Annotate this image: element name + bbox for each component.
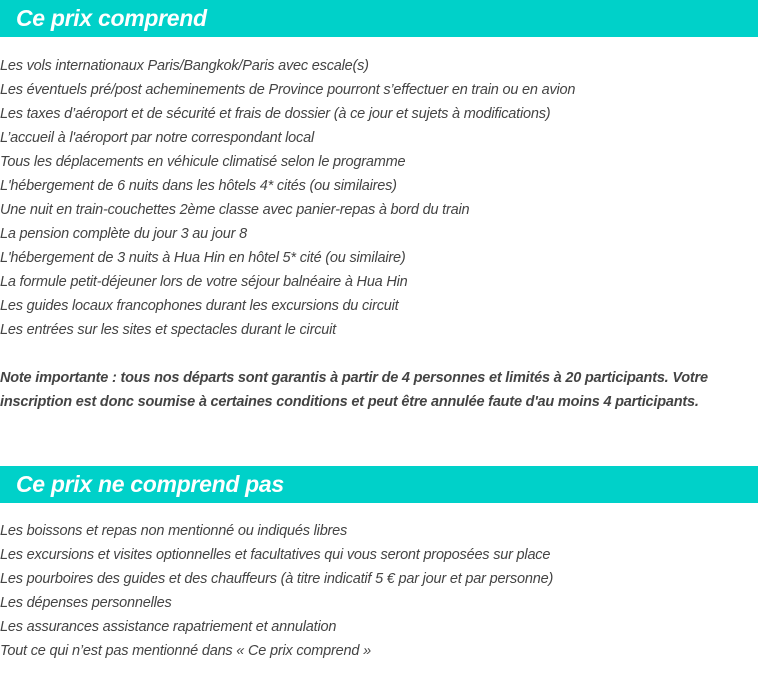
included-item: L'hébergement de 6 nuits dans les hôtels 4* cités (ou similaires) [0, 178, 397, 194]
excluded-section [0, 466, 758, 663]
included-item: L’accueil à l'aéroport par notre correspondant local [0, 130, 314, 146]
important-note: Note importante : tous nos départs sont garantis à partir de 4 personnes et limités à 20 participants. Votre inscription est donc soumise à certaines conditions et peut être annulée faute d'au moins 4 participants. [0, 370, 708, 410]
excluded-header-bar [0, 466, 758, 503]
included-title: Ce prix comprend [16, 5, 207, 31]
excluded-list [0, 519, 758, 663]
excluded-item: Les pourboires des guides et des chauffeurs (à titre indicatif 5 € par jour et par personne) [0, 571, 554, 587]
included-item: Les éventuels pré/post acheminements de Province pourront s’effectuer en train ou en avion [0, 82, 576, 98]
excluded-item: Les boissons et repas non mentionné ou indiqués libres [0, 523, 348, 539]
included-item: Les entrées sur les sites et spectacles durant le circuit [0, 322, 336, 338]
included-item: La formule petit-déjeuner lors de votre séjour balnéaire à Hua Hin [0, 274, 408, 290]
included-header-bar [0, 0, 758, 37]
included-item: Tous les déplacements en véhicule climatisé selon le programme [0, 154, 406, 170]
excluded-item: Les excursions et visites optionnelles et facultatives qui vous seront proposées sur place [0, 547, 551, 563]
excluded-title: Ce prix ne comprend pas [16, 471, 284, 497]
included-item: L'hébergement de 3 nuits à Hua Hin en hôtel 5* cité (ou similaire) [0, 250, 406, 266]
included-list [0, 54, 758, 342]
included-item: Les guides locaux francophones durant les excursions du circuit [0, 298, 399, 314]
excluded-item: Les assurances assistance rapatriement et annulation [0, 619, 337, 635]
excluded-item: Les dépenses personnelles [0, 595, 172, 611]
included-item: Les taxes d’aéroport et de sécurité et frais de dossier (à ce jour et sujets à modifications) [0, 106, 551, 122]
included-item: Une nuit en train-couchettes 2ème classe avec panier-repas à bord du train [0, 202, 470, 218]
included-item: Les vols internationaux Paris/Bangkok/Paris avec escale(s) [0, 58, 369, 74]
excluded-item: Tout ce qui n’est pas mentionné dans « Ce prix comprend » [0, 643, 371, 659]
included-item: La pension complète du jour 3 au jour 8 [0, 226, 247, 242]
